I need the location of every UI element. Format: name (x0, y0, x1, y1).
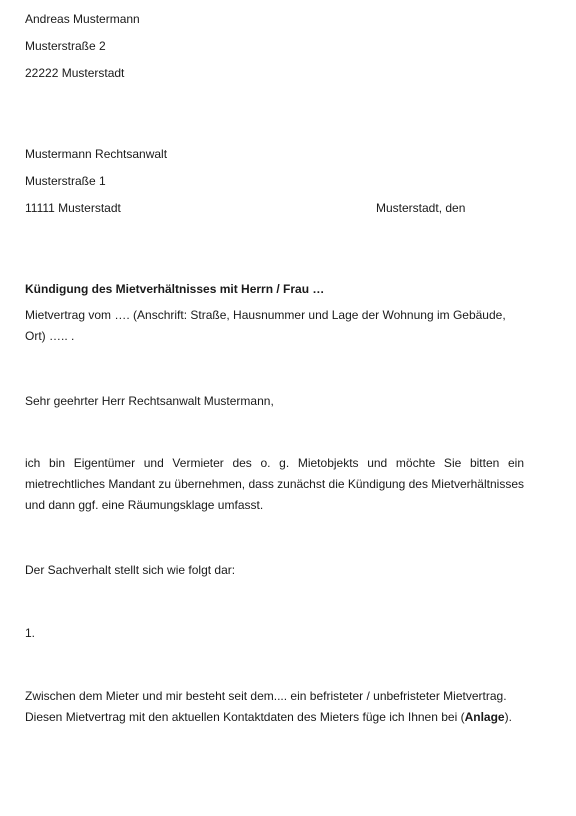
sender-street: Musterstraße 2 (25, 39, 106, 53)
sender-name: Andreas Mustermann (25, 12, 140, 26)
facts-intro: Der Sachverhalt stellt sich wie folgt dar: (25, 563, 236, 577)
sender-city: 22222 Musterstadt (25, 66, 125, 80)
point-paragraph (25, 686, 524, 728)
recipient-city: 11111 Musterstadt (25, 201, 121, 215)
recipient-name: Mustermann Rechtsanwalt (25, 147, 168, 161)
point-text: Zwischen dem Mieter und mir besteht seit dem.... ein befristeter / unbefristeter Mietvertrag. Diesen Mietvertrag mit den aktuellen Kontaktdaten des Mieters füge ich Ihnen bei ( (25, 689, 507, 724)
point-bold: Anlage (464, 710, 505, 724)
subject-line: Kündigung des Mietverhältnisses mit Herrn / Frau … (25, 282, 325, 296)
contract-line: Mietvertrag vom …. (Anschrift: Straße, Hausnummer und Lage der Wohnung im Gebäude, Ort) ….. . (25, 308, 506, 343)
point-number: 1. (25, 626, 36, 640)
point-end: ). (504, 710, 512, 724)
salutation: Sehr geehrter Herr Rechtsanwalt Mustermann, (25, 394, 274, 408)
intro-paragraph: ich bin Eigentümer und Vermieter des o. g. Mietobjekts und möchte Sie bitten ein mietrechtliches Mandant zu übernehmen, dass zunächst die Kündigung des Mietverhältnisses und dann ggf. eine Räumungsklage umfasst. (25, 456, 524, 512)
date-line: Musterstadt, den (376, 201, 466, 215)
recipient-street: Musterstraße 1 (25, 174, 106, 188)
